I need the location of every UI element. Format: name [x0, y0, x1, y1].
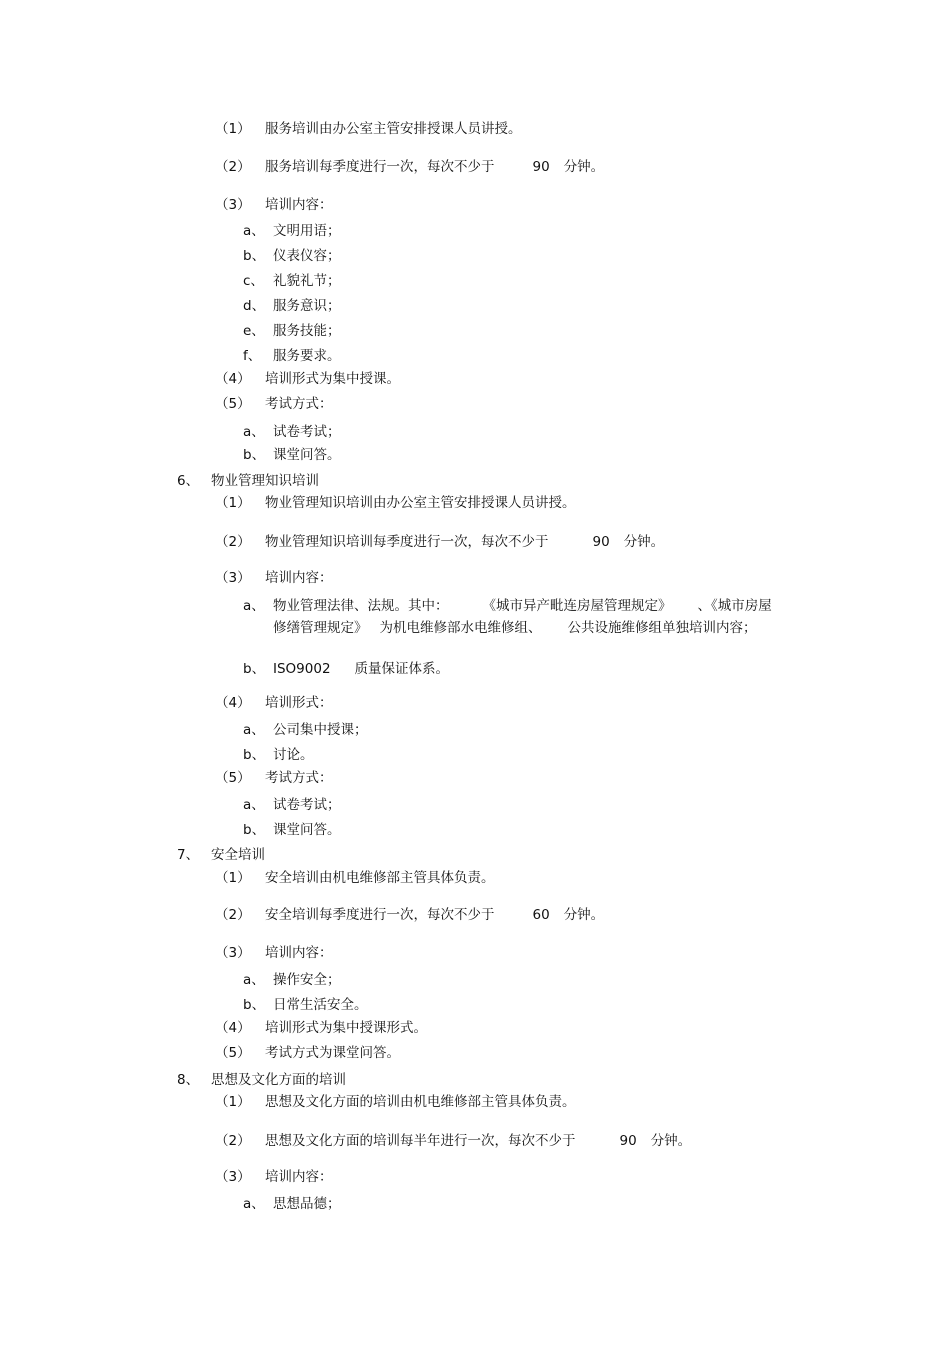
item-7-5 — [215, 1044, 400, 1062]
item-number: （2） — [215, 1133, 251, 1149]
duration-value: 90 — [532, 159, 550, 175]
item-text: 培训内容： — [265, 197, 333, 213]
subitem — [243, 247, 341, 265]
section-8-heading — [177, 1071, 346, 1089]
item-text: 培训内容： — [265, 945, 333, 961]
item-text: 分钟。 — [623, 534, 665, 550]
item-number: （4） — [215, 371, 251, 387]
subitem-text: 、《城市房屋 — [697, 598, 772, 614]
item-6-3 — [215, 569, 333, 587]
duration-value: 90 — [592, 534, 610, 550]
item-number: （3） — [215, 570, 251, 586]
subitem-letter: a、 — [243, 424, 265, 440]
item-8-1 — [215, 1093, 576, 1111]
item-number: （1） — [215, 121, 251, 137]
subitem-text: 思想品德； — [273, 1196, 341, 1212]
item-8-2 — [215, 1132, 691, 1150]
item-6-1 — [215, 494, 576, 512]
subitem-letter: b、 — [243, 822, 266, 838]
subitem-text: 讨论。 — [273, 747, 314, 763]
subitem-letter: b、 — [243, 447, 266, 463]
item-number: （4） — [215, 1020, 251, 1036]
subitem — [243, 660, 449, 678]
subitem — [243, 721, 368, 739]
item-6-4 — [215, 694, 333, 712]
subitem-letter: b、 — [243, 661, 266, 677]
subitem — [243, 996, 368, 1014]
item-6-5 — [215, 769, 333, 787]
item-text: 安全培训由机电维修部主管具体负责。 — [265, 870, 495, 886]
item-text: 培训形式： — [265, 695, 333, 711]
subitem — [243, 796, 341, 814]
subitem-letter: d、 — [243, 298, 266, 314]
item-text: 服务培训每季度进行一次，每次不少于 — [265, 159, 495, 175]
item-text: 考试方式： — [265, 770, 333, 786]
subitem-text: 文明用语； — [273, 223, 341, 239]
item-7-4 — [215, 1019, 427, 1037]
duration-value: 90 — [619, 1133, 637, 1149]
subitem-text: 操作安全； — [273, 972, 341, 988]
subitem-text: 礼貌礼节； — [273, 273, 341, 289]
item-text: 培训形式为集中授课。 — [265, 371, 400, 387]
item-1-4 — [215, 370, 400, 388]
item-number: （1） — [215, 495, 251, 511]
item-number: （2） — [215, 159, 251, 175]
item-text: 物业管理知识培训由办公室主管安排授课人员讲授。 — [265, 495, 576, 511]
subitem-letter: b、 — [243, 747, 266, 763]
subitem — [243, 423, 341, 441]
item-1-2 — [215, 158, 604, 176]
item-7-3 — [215, 944, 333, 962]
subitem-text: 试卷考试； — [273, 797, 341, 813]
section-title: 安全培训 — [211, 847, 265, 863]
subitem-continuation — [273, 619, 757, 637]
item-number: （2） — [215, 907, 251, 923]
item-1-5 — [215, 395, 333, 413]
subitem-letter: a、 — [243, 722, 265, 738]
item-text: 服务培训由办公室主管安排授课人员讲授。 — [265, 121, 522, 137]
subitem-text: 物业管理法律、法规。其中： — [273, 598, 449, 614]
subitem-letter: e、 — [243, 323, 265, 339]
subitem-letter: b、 — [243, 997, 266, 1013]
item-6-2 — [215, 533, 664, 551]
item-number: （3） — [215, 197, 251, 213]
subitem-letter: c、 — [243, 273, 264, 289]
subitem-text: 日常生活安全。 — [273, 997, 368, 1013]
item-number: （4） — [215, 695, 251, 711]
subitem — [243, 322, 341, 340]
section-6-heading — [177, 472, 319, 490]
subitem-text: 服务要求。 — [273, 348, 341, 364]
subitem-text: 质量保证体系。 — [354, 661, 450, 677]
subitem — [243, 821, 341, 839]
subitem-letter: a、 — [243, 1196, 265, 1212]
subitem-letter: f、 — [243, 348, 262, 364]
section-title: 物业管理知识培训 — [211, 473, 319, 489]
subitem-letter: a、 — [243, 223, 265, 239]
item-1-1 — [215, 120, 522, 138]
item-text: 培训形式为集中授课形式。 — [265, 1020, 427, 1036]
section-number: 6、 — [177, 473, 200, 489]
item-text: 培训内容： — [265, 1169, 333, 1185]
item-text: 分钟。 — [563, 907, 605, 923]
item-text: 物业管理知识培训每季度进行一次，每次不少于 — [265, 534, 549, 550]
subitem-text: 服务技能； — [273, 323, 341, 339]
item-text: 思想及文化方面的培训每半年进行一次，每次不少于 — [265, 1133, 576, 1149]
subitem-text: ISO9002 — [273, 661, 331, 677]
item-8-3 — [215, 1168, 333, 1186]
subitem — [243, 222, 341, 240]
duration-value: 60 — [532, 907, 550, 923]
item-number: （1） — [215, 870, 251, 886]
item-text: 思想及文化方面的培训由机电维修部主管具体负责。 — [265, 1094, 576, 1110]
item-7-2 — [215, 906, 604, 924]
subitem — [243, 272, 341, 290]
item-number: （3） — [215, 945, 251, 961]
item-text: 考试方式为课堂问答。 — [265, 1045, 400, 1061]
item-number: （5） — [215, 770, 251, 786]
item-7-1 — [215, 869, 495, 887]
subitem — [243, 446, 341, 464]
item-text: 培训内容： — [265, 570, 333, 586]
subitem — [243, 297, 341, 315]
subitem-text: 课堂问答。 — [273, 447, 341, 463]
subitem — [243, 1195, 341, 1213]
item-number: （5） — [215, 396, 251, 412]
subitem-letter: a、 — [243, 598, 265, 614]
subitem-letter: a、 — [243, 797, 265, 813]
subitem-text: 修缮管理规定》 — [273, 620, 368, 636]
item-text: 考试方式： — [265, 396, 333, 412]
item-text: 安全培训每季度进行一次，每次不少于 — [265, 907, 495, 923]
subitem-text: 为机电维修部水电维修组、 — [379, 620, 542, 636]
section-number: 8、 — [177, 1072, 200, 1088]
item-1-3 — [215, 196, 333, 214]
subitem — [243, 746, 314, 764]
subitem-text: 服务意识； — [273, 298, 341, 314]
subitem-text: 公共设施维修组单独培训内容； — [567, 620, 757, 636]
section-7-heading — [177, 846, 265, 864]
item-number: （3） — [215, 1169, 251, 1185]
item-number: （2） — [215, 534, 251, 550]
subitem-text: 课堂问答。 — [273, 822, 341, 838]
subitem-letter: a、 — [243, 972, 265, 988]
subitem-text: 试卷考试； — [273, 424, 341, 440]
item-text: 分钟。 — [563, 159, 605, 175]
subitem — [243, 347, 341, 365]
subitem-text: 《城市异产毗连房屋管理规定》 — [482, 598, 672, 614]
section-title: 思想及文化方面的培训 — [211, 1072, 346, 1088]
section-number: 7、 — [177, 847, 200, 863]
subitem — [243, 971, 341, 989]
subitem-letter: b、 — [243, 248, 266, 264]
item-text: 分钟。 — [650, 1133, 692, 1149]
item-number: （5） — [215, 1045, 251, 1061]
item-number: （1） — [215, 1094, 251, 1110]
subitem — [243, 597, 772, 615]
subitem-text: 公司集中授课； — [273, 722, 368, 738]
subitem-text: 仪表仪容； — [273, 248, 341, 264]
